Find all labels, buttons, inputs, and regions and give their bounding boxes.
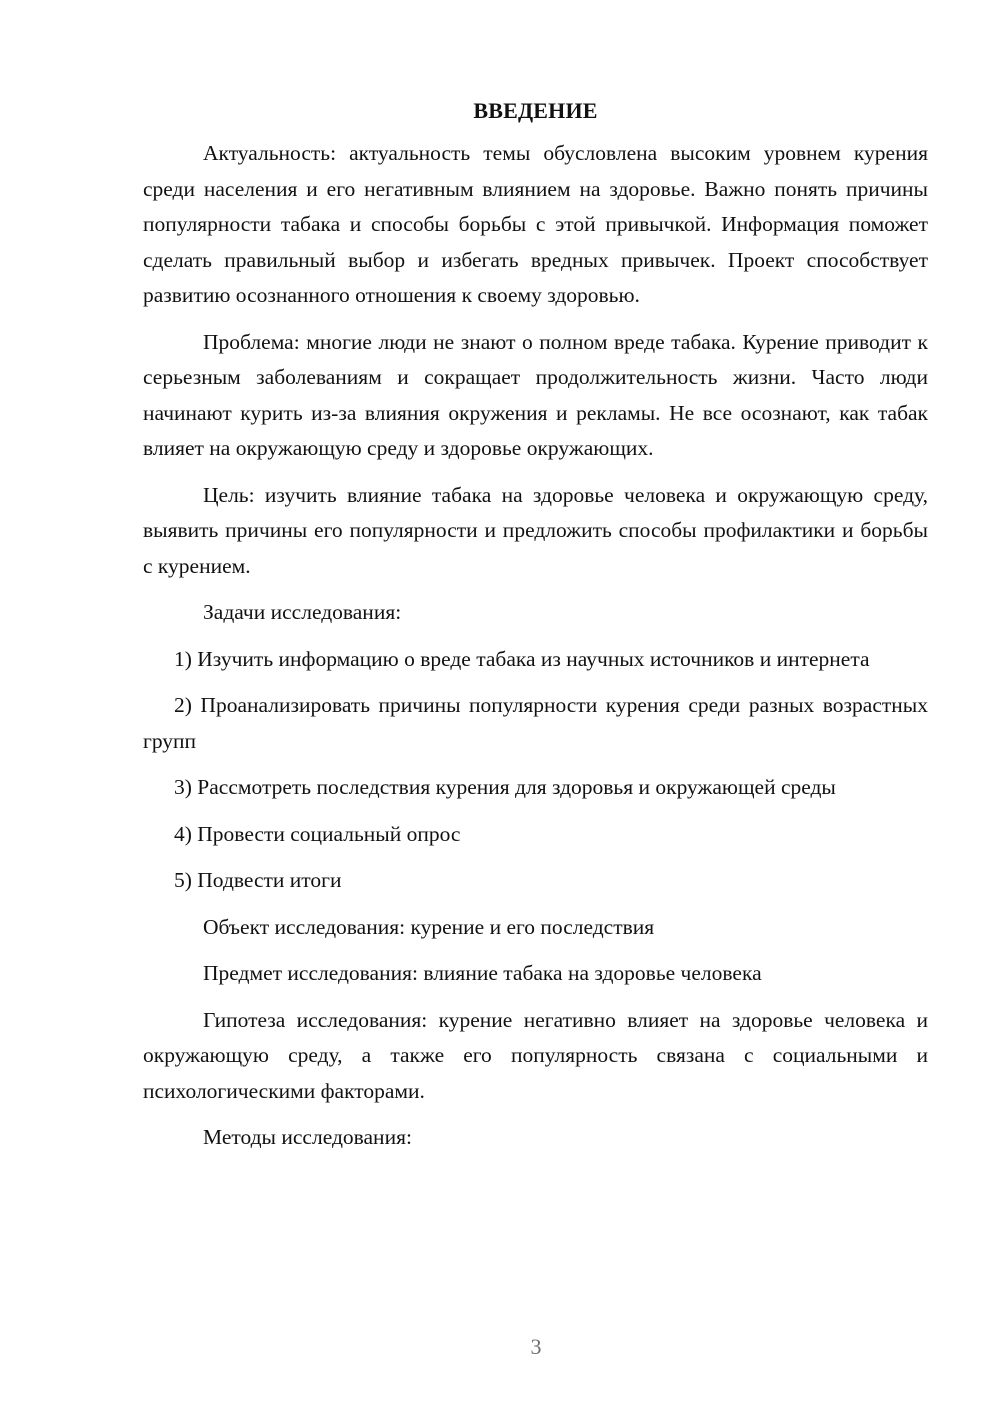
methods-heading: Методы исследования: [203, 1125, 412, 1149]
paragraph-object: Объект исследования: курение и его последствия [203, 914, 655, 939]
task-item-2: 2) Проанализировать причины популярности курения среди разных возрастных групп [143, 693, 928, 753]
task-item-3: 3) Рассмотреть последствия курения для здоровья и окружающей среды [174, 775, 836, 799]
task-item-1: 1) Изучить информацию о вреде табака из научных источников и интернета [174, 646, 870, 671]
page-title: ВВЕДЕНИЕ [473, 98, 598, 123]
page-content [143, 96, 928, 1156]
page-number: 3 [530, 1334, 542, 1359]
task-item-5: 5) Подвести итоги [174, 868, 342, 892]
tasks-heading: Задачи исследования: [203, 600, 402, 624]
paragraph-goal: Цель: изучить влияние табака на здоровье человека и окружающую среду, выявить причины его популярности и предложить способы профилактики и борьбы с курением. [143, 482, 928, 578]
paragraph-relevance: Актуальность: актуальность темы обусловлена высоким уровнем курения среди населения и его негативным влиянием на здоровье. Важно понять причины популярности табака и способы борьбы с этой привычкой. Информация поможет сделать правильный выбор и избегать вредных привычек. Проект способствует развитию осознанного отношения к своему здоровью. [143, 141, 928, 307]
task-item-4: 4) Провести социальный опрос [174, 821, 461, 846]
paragraph-hypothesis: Гипотеза исследования: курение негативно влияет на здоровье человека и окружающую среду, а также его популярность связана с социальными и психологическими факторами. [143, 1007, 928, 1103]
paragraph-subject: Предмет исследования: влияние табака на здоровье человека [203, 961, 762, 985]
paragraph-problem: Проблема: многие люди не знают о полном вреде табака. Курение приводит к серьезным заболеваниям и сокращает продолжительность жизни. Часто люди начинают курить из-за влияния окружения и рекламы. Не все осознают, как табак влияет на окружающую среду и здоровье окружающих. [143, 329, 928, 460]
